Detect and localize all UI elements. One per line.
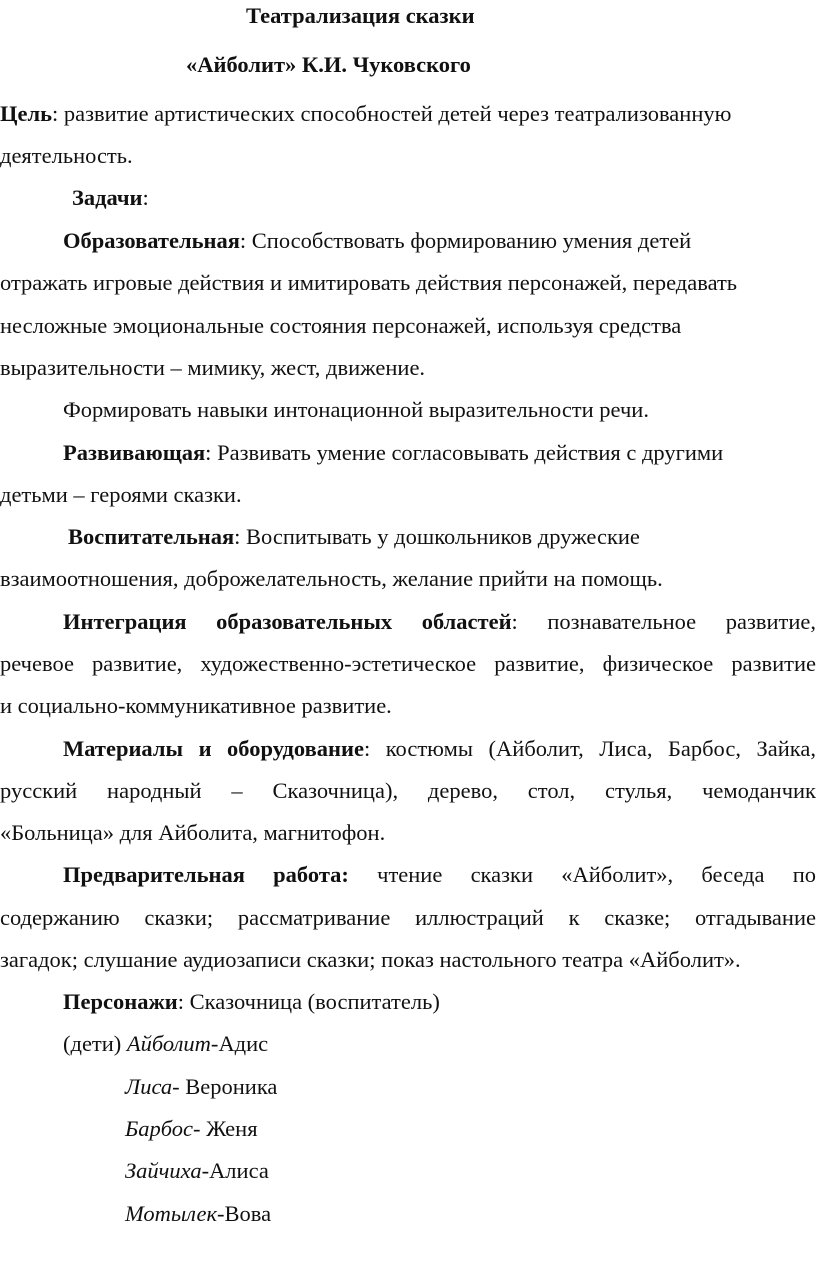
preliminary-line-1 bbox=[63, 861, 816, 889]
upbringing-separator: : bbox=[234, 524, 241, 549]
upbringing-line-1 bbox=[68, 523, 640, 551]
document-title-line-2: «Айболит» К.И. Чуковского bbox=[186, 52, 471, 77]
developing-line-1 bbox=[63, 439, 723, 467]
characters-label: Персонажи bbox=[63, 989, 178, 1014]
materials-line-2: русский народный – Сказочница), дерево, стол, стулья, чемоданчик bbox=[0, 778, 816, 803]
developing-text-1: Развивать умение согласовывать действия с другими bbox=[211, 440, 724, 465]
educational-text-1: Способствовать формированию умения детей bbox=[246, 228, 692, 253]
upbringing-label: Воспитательная bbox=[68, 524, 235, 549]
tasks-separator: : bbox=[142, 185, 149, 210]
character-actor: Алиса bbox=[209, 1158, 269, 1183]
preliminary-text-1: чтение сказки «Айболит», беседа по bbox=[348, 862, 816, 887]
educational-line-1 bbox=[63, 227, 691, 255]
character-role: Мотылек- bbox=[125, 1201, 225, 1226]
educational-line-5: Формировать навыки интонационной выразительности речи. bbox=[63, 397, 649, 422]
integration-text-1: познавательное развитие, bbox=[517, 609, 816, 634]
characters-narrator: Сказочница (воспитатель) bbox=[184, 989, 440, 1014]
preliminary-label: Предварительная работа: bbox=[63, 862, 349, 887]
goal-text-line-2: деятельность. bbox=[0, 143, 133, 168]
educational-separator: : bbox=[239, 228, 247, 253]
tasks-label: Задачи bbox=[72, 185, 143, 210]
character-role: Айболит- bbox=[126, 1031, 219, 1056]
developing-label: Развивающая bbox=[63, 440, 206, 465]
integration-line-1 bbox=[63, 608, 816, 636]
developing-line-2: детьми – героями сказки. bbox=[0, 482, 242, 507]
goal-paragraph bbox=[0, 100, 731, 128]
educational-line-3: несложные эмоциональные состояния персонажей, используя средства bbox=[0, 313, 682, 338]
goal-separator: : bbox=[52, 101, 59, 126]
integration-separator: : bbox=[511, 609, 518, 634]
upbringing-text-1: Воспитывать у дошкольников дружеские bbox=[240, 524, 640, 549]
preliminary-line-2: содержанию сказки; рассматривание иллюстраций к сказке; отгадывание bbox=[0, 905, 816, 930]
integration-label: Интеграция образовательных областей bbox=[63, 609, 512, 634]
integration-line-2: речевое развитие, художественно-эстетическое развитие, физическое развитие bbox=[0, 651, 816, 676]
character-role: Барбос- bbox=[125, 1116, 201, 1141]
materials-separator: : bbox=[363, 736, 371, 761]
children-prefix: (дети) bbox=[63, 1031, 127, 1056]
materials-text-1: костюмы (Айболит, Лиса, Барбос, Зайка, bbox=[370, 736, 816, 761]
materials-line-3: «Больница» для Айболита, магнитофон. bbox=[0, 820, 386, 845]
preliminary-line-3: загадок; слушание аудиозаписи сказки; показ настольного театра «Айболит». bbox=[0, 947, 741, 972]
educational-line-2: отражать игровые действия и имитировать действия персонажей, передавать bbox=[0, 270, 738, 295]
character-actor: Адис bbox=[218, 1031, 269, 1056]
materials-label: Материалы и оборудование bbox=[63, 736, 364, 761]
character-role: Зайчиха- bbox=[125, 1158, 210, 1183]
goal-label: Цель bbox=[0, 101, 53, 126]
character-item bbox=[63, 1030, 268, 1058]
characters-separator: : bbox=[177, 989, 184, 1014]
character-actor: Женя bbox=[200, 1116, 258, 1141]
character-item bbox=[125, 1157, 269, 1185]
educational-label: Образовательная bbox=[63, 228, 240, 253]
document-title-line-1: Театрализация сказки bbox=[246, 3, 475, 28]
characters-line bbox=[63, 988, 440, 1016]
goal-text-line-1: развитие артистических способностей детей через театрализованную bbox=[58, 101, 732, 126]
character-item bbox=[125, 1073, 277, 1101]
educational-line-4: выразительности – мимику, жест, движение. bbox=[0, 355, 426, 380]
integration-line-3: и социально-коммуникативное развитие. bbox=[0, 693, 392, 718]
tasks-heading bbox=[72, 184, 149, 212]
materials-line-1 bbox=[63, 735, 816, 763]
developing-separator: : bbox=[205, 440, 212, 465]
character-actor: Вова bbox=[224, 1201, 272, 1226]
character-actor: Вероника bbox=[179, 1074, 278, 1099]
character-item bbox=[125, 1200, 271, 1228]
upbringing-line-2: взаимоотношения, доброжелательность, желание прийти на помощь. bbox=[0, 566, 663, 591]
character-item bbox=[125, 1115, 258, 1143]
character-role: Лиса- bbox=[125, 1074, 180, 1099]
